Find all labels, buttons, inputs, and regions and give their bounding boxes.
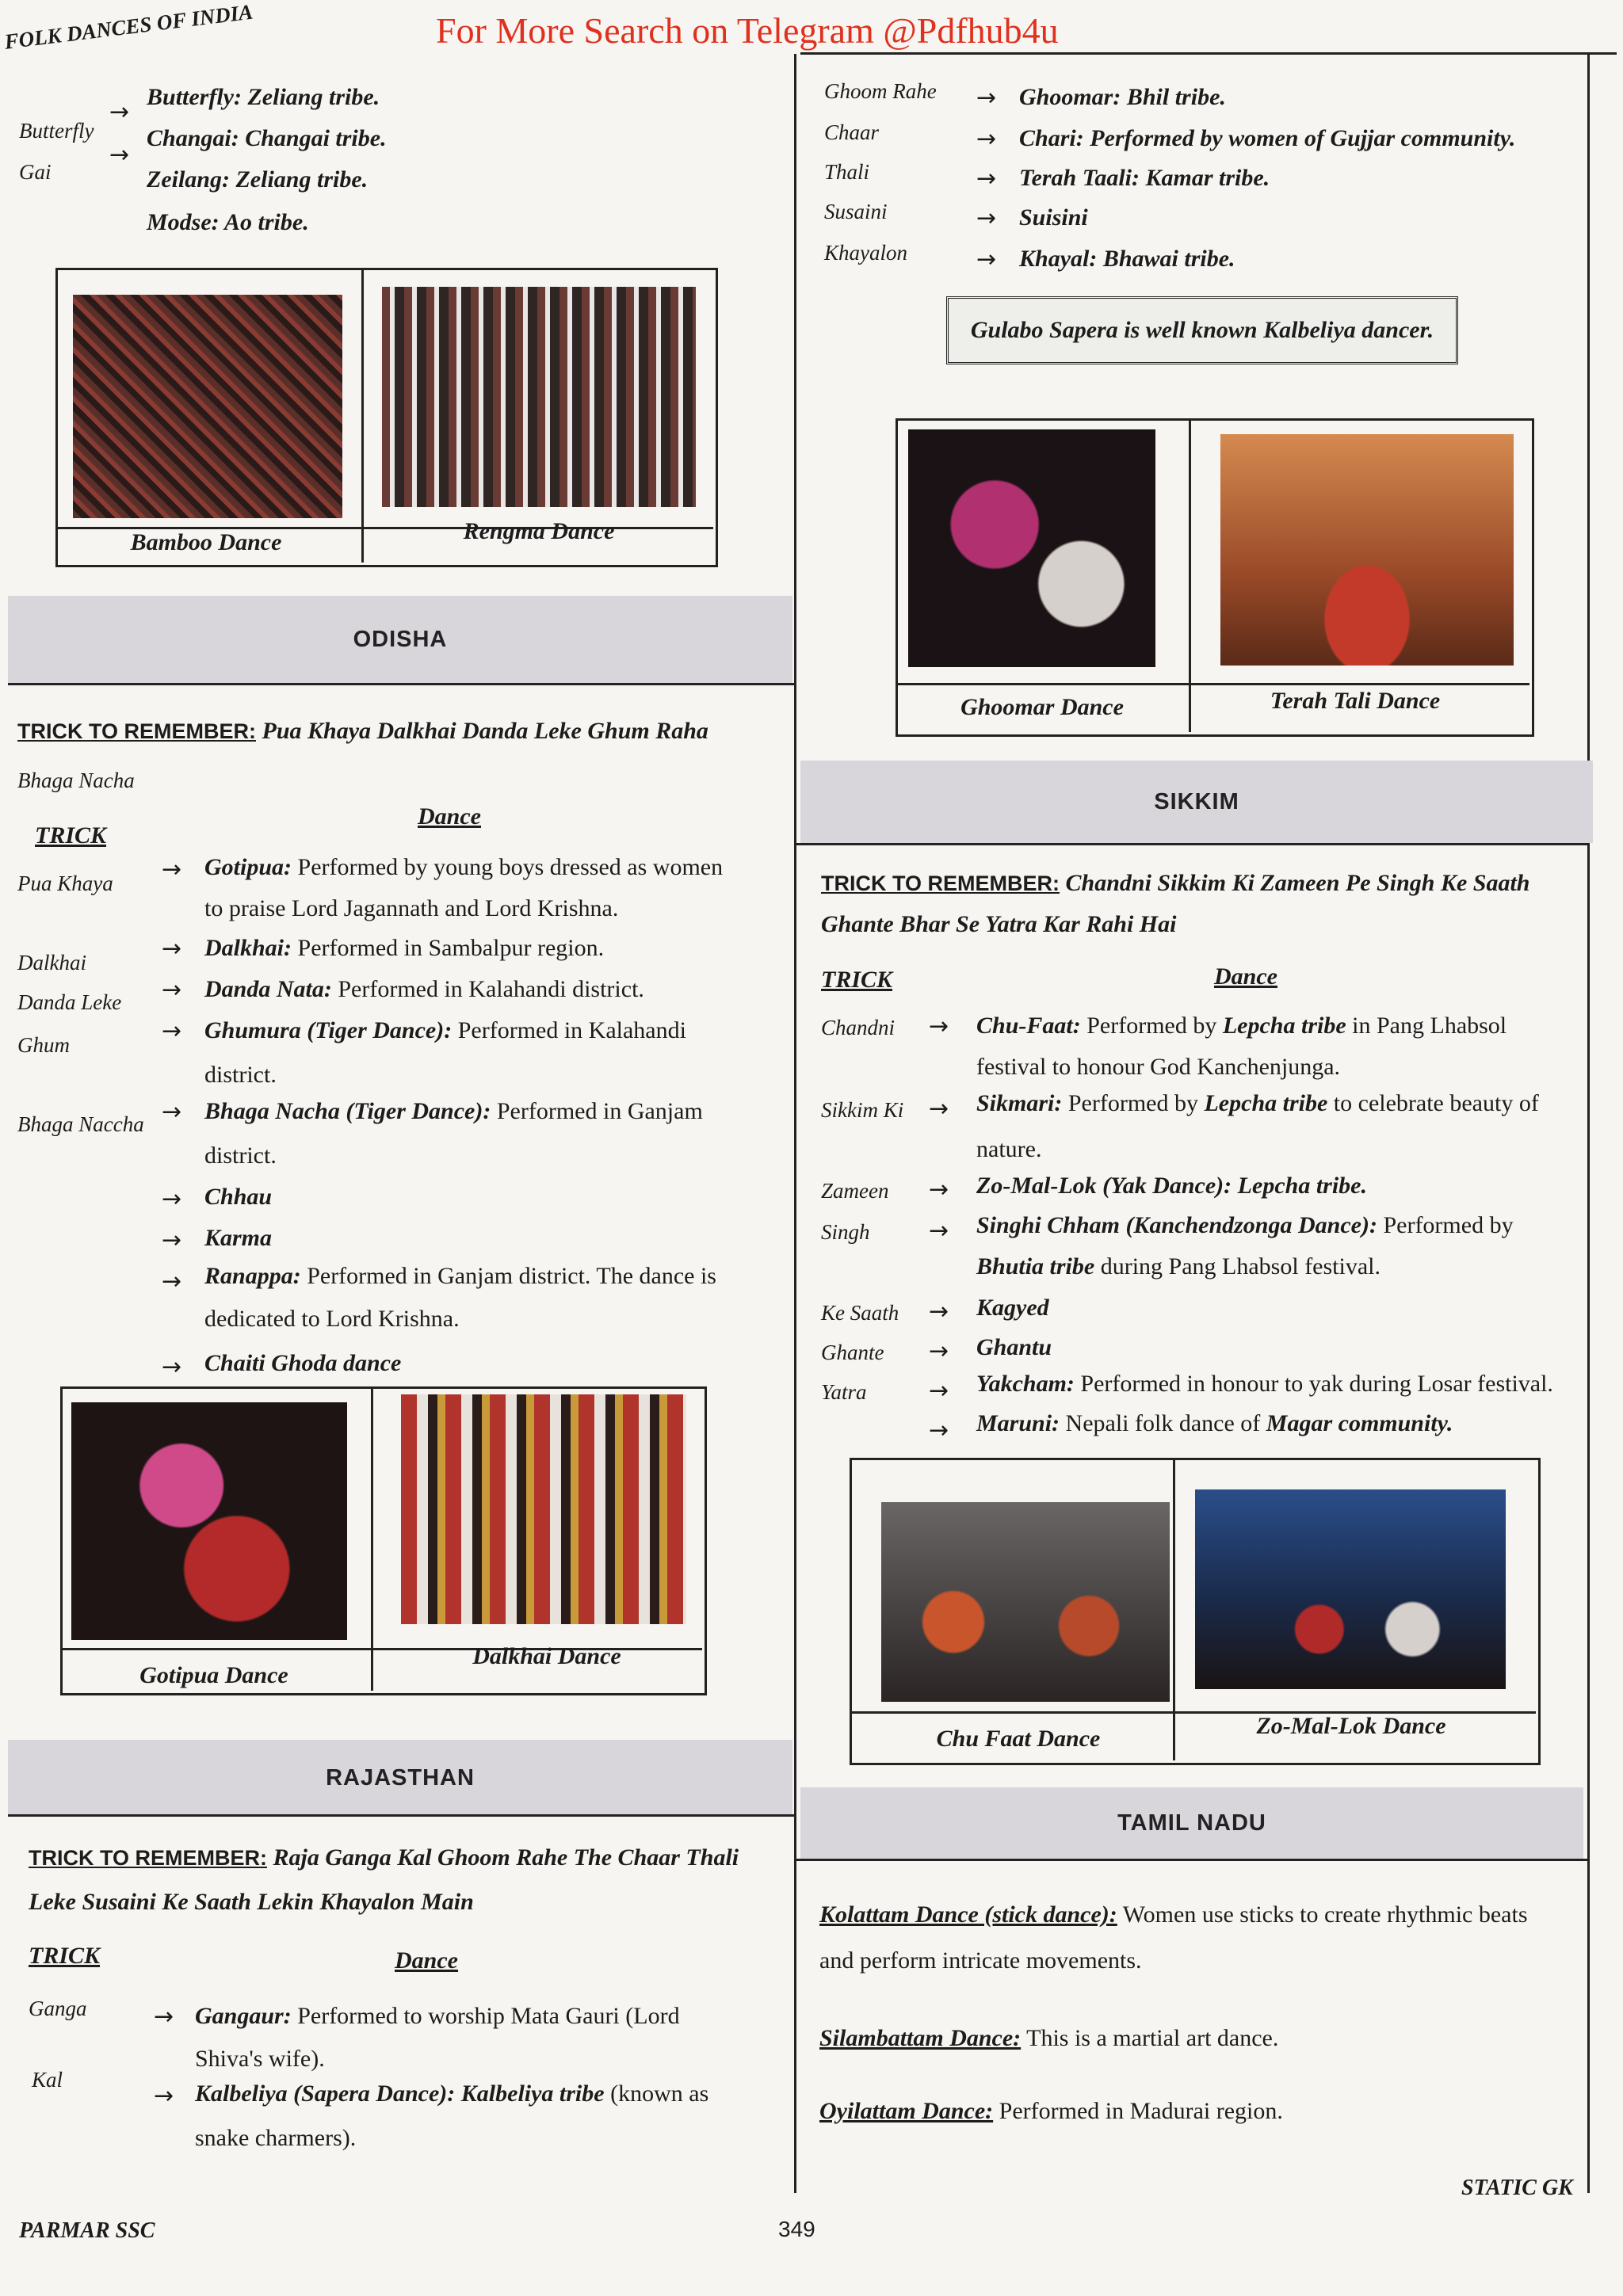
arrow-icon: → [976, 204, 997, 232]
column-divider [794, 54, 796, 2193]
dance-row: Chhau [204, 1184, 273, 1210]
top-rule-right [800, 52, 1617, 55]
section-heading: TAMIL NADU [800, 1787, 1583, 1859]
arrow-icon: → [929, 1417, 949, 1444]
arrow-icon: → [154, 2003, 174, 2031]
dance-row-cont: snake charmers). [195, 2125, 357, 2151]
trick-word: Thali [824, 160, 870, 184]
dalkhai-dance-photo [401, 1394, 686, 1624]
dance-row: Gotipua: Performed by young boys dressed as women [204, 854, 724, 880]
photo-caption: Terah Tali Dance [1270, 688, 1441, 714]
arrow-icon: → [929, 1095, 949, 1123]
dance-item: Kolattam Dance (stick dance): Women use sticks to create rhythmic beats [819, 1901, 1528, 1928]
trick-text: Raja Ganga Kal Ghoom Rahe The Chaar Thali [273, 1844, 739, 1871]
zo-mal-lok-dance-photo [1195, 1489, 1506, 1689]
trick-label: TRICK TO REMEMBER: [17, 719, 256, 743]
heading-rule [8, 683, 794, 685]
dance-row: Karma [204, 1225, 273, 1251]
ghoomar-dance-photo [908, 429, 1155, 667]
photo-caption: Bamboo Dance [130, 529, 282, 555]
photo-caption: Zo-Mal-Lok Dance [1256, 1713, 1446, 1739]
dance-row: Suisini [1019, 204, 1088, 231]
arrow-icon: → [162, 976, 182, 1004]
gotipua-dance-photo [71, 1402, 347, 1640]
dance-row: Sikmari: Performed by Lepcha tribe to celebrate beauty of [976, 1090, 1539, 1116]
photo-caption: Rengma Dance [463, 518, 615, 544]
trick-word: Singh [821, 1220, 870, 1244]
dance-row-cont: Bhutia tribe during Pang Lhabsol festival. [976, 1253, 1381, 1280]
trick-word: Khayalon [824, 241, 907, 265]
right-border [1587, 54, 1590, 2193]
arrow-icon: → [162, 1185, 182, 1213]
trick-word: Dalkhai [17, 951, 86, 974]
photo-caption: Ghoomar Dance [960, 694, 1124, 720]
heading-rule [8, 1814, 794, 1817]
dance-row: Ranappa: Performed in Ganjam district. The dance is [204, 1263, 716, 1289]
dance-row: Chaiti Ghoda dance [204, 1350, 402, 1376]
trick-word: Ghoom Rahe [824, 79, 937, 103]
arrow-icon: → [929, 1217, 949, 1245]
dance-row-cont: to praise Lord Jagannath and Lord Krishna. [204, 895, 619, 921]
dance-row: Ghantu [976, 1334, 1052, 1360]
trick-to-remember [17, 716, 708, 746]
trick-word: Sikkim Ki [821, 1098, 904, 1122]
trick-word: Kal [32, 2068, 63, 2092]
arrow-icon: → [162, 856, 182, 883]
trick-word: Bhaga Naccha [17, 1112, 144, 1136]
rengma-dance-photo [382, 287, 696, 507]
arrow-icon: → [976, 165, 997, 193]
running-header: FOLK DANCES OF INDIA [3, 0, 254, 54]
trick-text-cont: Leke Susaini Ke Saath Lekin Khayalon Main [29, 1889, 474, 1915]
col-dance: Dance [395, 1947, 458, 1974]
arrow-icon: → [162, 1353, 182, 1381]
trick-word: Butterfly [19, 119, 94, 143]
col-trick: TRICK [29, 1943, 101, 1969]
trick-word: Zameen [821, 1179, 889, 1203]
trick-word: Danda Leke [17, 990, 122, 1014]
section-heading: SIKKIM [800, 761, 1593, 843]
arrow-icon: → [162, 1098, 182, 1126]
dance-row: Yakcham: Performed in honour to yak during Losar festival. [976, 1371, 1553, 1397]
dance-item: Butterfly: Zeliang tribe. [147, 84, 380, 110]
dance-row: Singhi Chham (Kanchendzonga Dance): Performed by [976, 1212, 1514, 1238]
dance-row: Zo-Mal-Lok (Yak Dance): Lepcha tribe. [976, 1173, 1367, 1199]
arrow-icon: → [109, 141, 130, 169]
photo-caption: Chu Faat Dance [936, 1726, 1101, 1752]
section-heading: RAJASTHAN [8, 1740, 792, 1816]
dance-row: Bhaga Nacha (Tiger Dance): Performed in Ganjam [204, 1098, 703, 1124]
trick-word: Susaini [824, 200, 888, 223]
note-box: Gulabo Sapera is well known Kalbeliya dancer. [946, 296, 1458, 364]
trick-word: Yatra [821, 1380, 867, 1404]
arrow-icon: → [929, 1298, 949, 1325]
footer-publisher: PARMAR SSC [19, 2218, 155, 2243]
bamboo-dance-photo [73, 295, 342, 518]
heading-rule [796, 1859, 1590, 1861]
photo-caption: Gotipua Dance [139, 1662, 288, 1688]
dance-row: Kalbeliya (Sapera Dance): Kalbeliya tribe (known as [195, 2081, 709, 2107]
arrow-icon: → [109, 98, 130, 126]
arrow-icon: → [929, 1176, 949, 1203]
col-dance: Dance [1214, 963, 1277, 990]
arrow-icon: → [929, 1377, 949, 1405]
dance-row: Terah Taali: Kamar tribe. [1019, 165, 1270, 191]
col-dance: Dance [418, 803, 481, 830]
arrow-icon: → [154, 2082, 174, 2110]
dance-row: Khayal: Bhawai tribe. [1019, 246, 1235, 272]
trick-word: Chaar [824, 120, 880, 144]
arrow-icon: → [929, 1013, 949, 1040]
trick-text: Chandni Sikkim Ki Zameen Pe Singh Ke Saath [1065, 870, 1530, 896]
dance-item: Oyilattam Dance: Performed in Madurai region. [819, 2098, 1283, 2124]
heading-rule [796, 843, 1590, 845]
arrow-icon: → [162, 1268, 182, 1295]
arrow-icon: → [162, 1017, 182, 1045]
dance-row: Ghumura (Tiger Dance): Performed in Kalahandi [204, 1017, 686, 1043]
trick-word: Pua Khaya [17, 871, 113, 895]
dance-item: Modse: Ao tribe. [147, 209, 309, 235]
dance-row: Dalkhai: Performed in Sambalpur region. [204, 935, 605, 961]
trick-to-remember [29, 1843, 739, 1873]
caption-rule [896, 683, 1529, 685]
trick-word: Chandni [821, 1016, 896, 1039]
dance-row: Kagyed [976, 1295, 1049, 1321]
arrow-icon: → [976, 246, 997, 273]
trick-word: Ke Saath [821, 1301, 899, 1325]
dance-row-cont: dedicated to Lord Krishna. [204, 1306, 460, 1332]
trick-label: TRICK TO REMEMBER: [29, 1846, 267, 1870]
dance-item: Silambattam Dance: This is a martial art dance. [819, 2025, 1279, 2051]
section-heading: ODISHA [8, 596, 792, 683]
chu-faat-dance-photo [881, 1502, 1170, 1702]
watermark: For More Search on Telegram @Pdfhub4u [436, 10, 1059, 51]
dance-item: Changai: Changai tribe. [147, 125, 387, 151]
dance-row: Ghoomar: Bhil tribe. [1019, 84, 1226, 110]
col-trick: TRICK [821, 967, 893, 993]
dance-row-cont: nature. [976, 1136, 1042, 1162]
photo-divider [361, 268, 364, 563]
photo-caption: Dalkhai Dance [472, 1643, 621, 1669]
dance-row: Chu-Faat: Performed by Lepcha tribe in Pang Lhabsol [976, 1013, 1507, 1039]
photo-divider [1173, 1458, 1175, 1760]
col-trick: TRICK [35, 822, 107, 849]
dance-row-cont: district. [204, 1062, 277, 1088]
arrow-icon: → [162, 1226, 182, 1254]
trick-text: Pua Khaya Dalkhai Danda Leke Ghum Raha [262, 718, 708, 744]
trick-word: Ghante [821, 1341, 884, 1364]
arrow-icon: → [162, 935, 182, 963]
dance-item: Zeilang: Zeliang tribe. [147, 166, 369, 193]
trick-label: TRICK TO REMEMBER: [821, 871, 1060, 895]
trick-text-cont: Ghante Bhar Se Yatra Kar Rahi Hai [821, 911, 1177, 937]
dance-row: Maruni: Nepali folk dance of Magar community. [976, 1410, 1453, 1436]
page-number: 349 [778, 2217, 815, 2241]
dance-row: Gangaur: Performed to worship Mata Gauri (Lord [195, 2003, 680, 2029]
trick-text-cont: Bhaga Nacha [17, 769, 135, 792]
dance-row-cont: Shiva's wife). [195, 2046, 325, 2072]
trick-to-remember [821, 868, 1529, 898]
trick-word: Ganga [29, 1997, 87, 2020]
terah-tali-dance-photo [1220, 434, 1514, 666]
dance-row: Danda Nata: Performed in Kalahandi district. [204, 976, 644, 1002]
trick-word: Ghum [17, 1033, 70, 1057]
arrow-icon: → [976, 84, 997, 112]
arrow-icon: → [976, 125, 997, 153]
trick-word: Gai [19, 160, 52, 184]
arrow-icon: → [929, 1337, 949, 1365]
dance-row: Chari: Performed by women of Gujjar community. [1019, 125, 1516, 151]
dance-item-cont: and perform intricate movements. [819, 1947, 1142, 1974]
footer-subject: STATIC GK [1461, 2176, 1573, 2200]
photo-divider [371, 1386, 373, 1691]
dance-row-cont: festival to honour God Kanchenjunga. [976, 1054, 1341, 1080]
dance-row-cont: district. [204, 1142, 277, 1169]
